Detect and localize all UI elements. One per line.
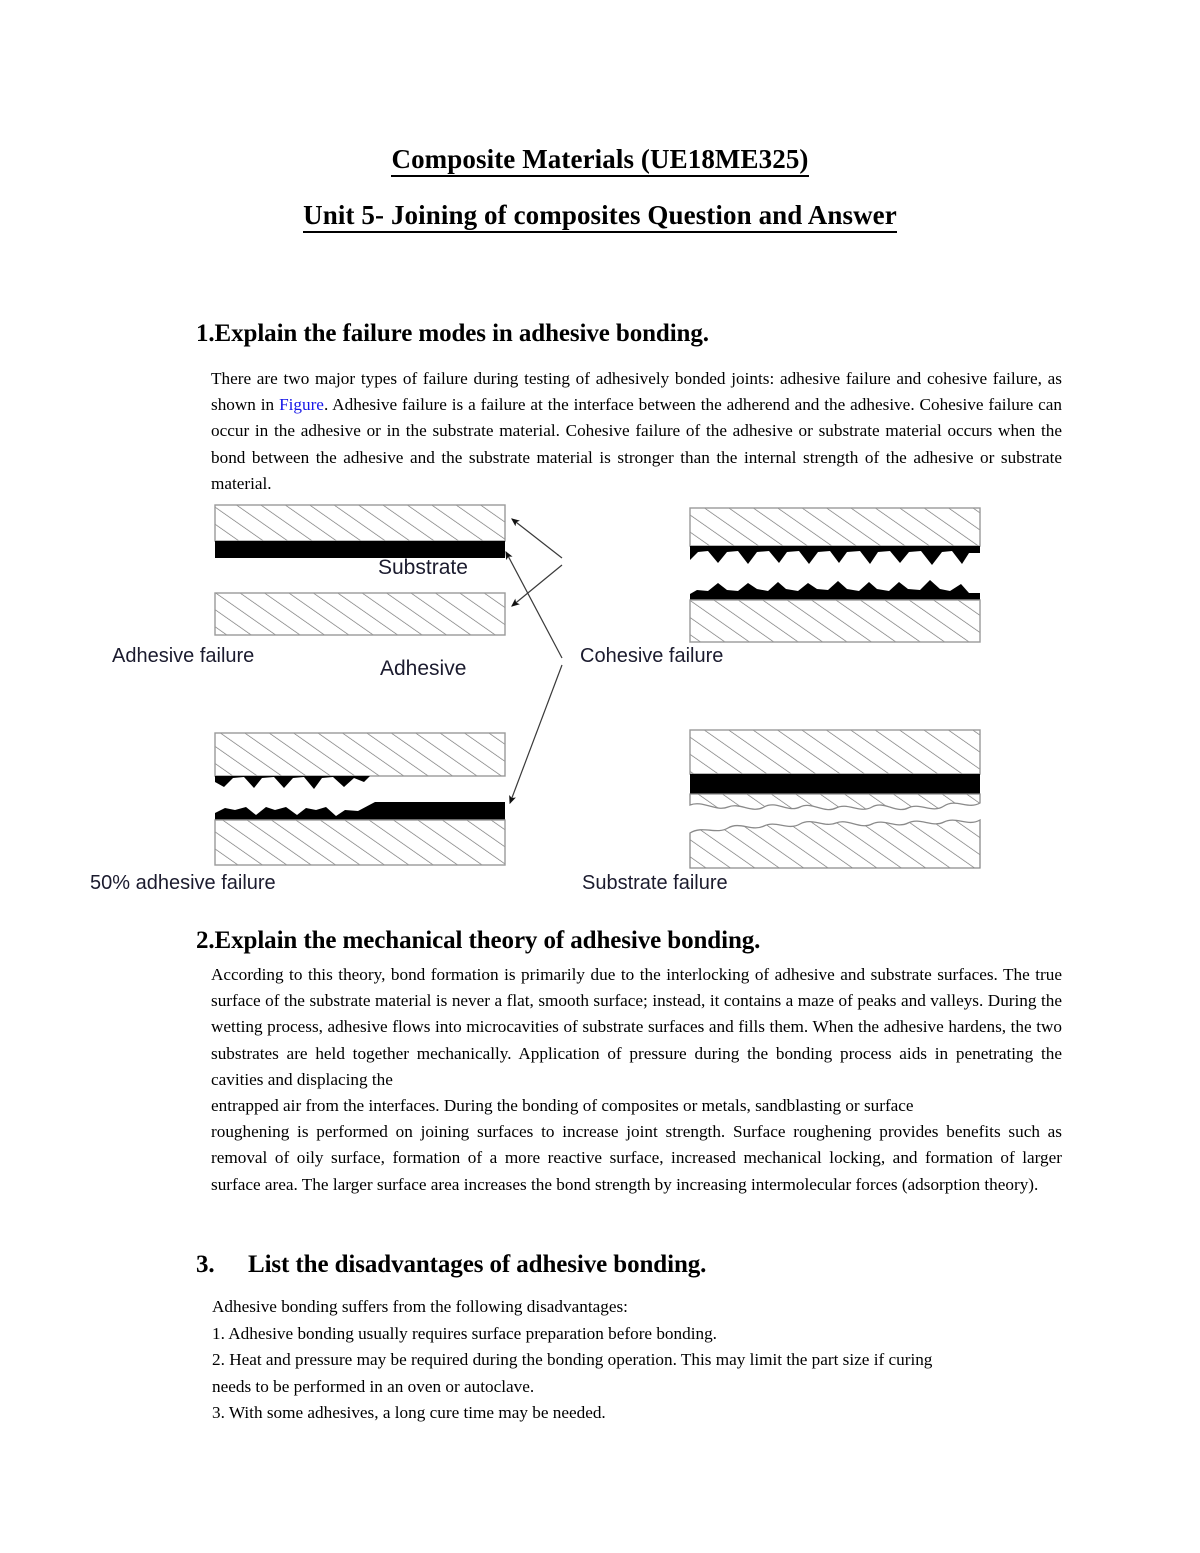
- q1-text-part-2: . Adhesive failure is a failure at the interface between the adherend and the adhesive. Cohesive failure can occur in the adhesive or in the substrate material. Cohesive failure of the adhesive or substrate material occurs when the bond between the adhesive and the substrate material is stronger than the internal strength of the adhesive or substrate material.: [211, 395, 1062, 493]
- substrate-failure-diagram: [690, 730, 980, 868]
- figure-label-adhesive: Adhesive: [380, 657, 467, 680]
- question-3-number: 3.: [196, 1251, 215, 1278]
- document-title-line-2: [150, 200, 1050, 231]
- question-3-item-2-line-2: needs to be performed in an oven or autoclave.: [212, 1376, 535, 1396]
- question-3-intro: Adhesive bonding suffers from the following disadvantages:: [212, 1297, 628, 1316]
- question-1-answer-paragraph: [211, 366, 1062, 497]
- figure-leader-lines: [506, 519, 562, 803]
- question-2-answer-paragraph: [211, 962, 1062, 1198]
- document-title-line-2-text: Unit 5- Joining of composites Question and Answer: [303, 200, 897, 233]
- question-2-heading: 2.Explain the mechanical theory of adhesive bonding.: [196, 927, 761, 954]
- document-title-line-1-text: Composite Materials (UE18ME325): [391, 144, 808, 177]
- figure-caption-adhesive-failure: Adhesive failure: [112, 645, 255, 667]
- figure-label-substrate: Substrate: [378, 556, 468, 579]
- figure-link[interactable]: Figure: [279, 395, 324, 415]
- figure-caption-cohesive-failure: Cohesive failure: [580, 645, 724, 667]
- question-3-item-3: 3. With some adhesives, a long cure time may be needed.: [212, 1403, 606, 1423]
- adhesive-bonding-failure-modes-figure: [190, 490, 1020, 910]
- question-3-item-1: 1. Adhesive bonding usually requires surface preparation before bonding.: [212, 1323, 717, 1343]
- question-3-heading-text: List the disadvantages of adhesive bonding.: [248, 1251, 707, 1278]
- question-1-heading: 1.Explain the failure modes in adhesive bonding.: [196, 320, 709, 347]
- q2-text-part-2: entrapped air from the interfaces. During the bonding of composites or metals, sandblasting or surface: [211, 1096, 914, 1116]
- question-3-heading: [196, 1250, 706, 1280]
- q1-text-part-1: There are two major types of failure during testing of adhesively bonded joints: adhesive failure and cohesive failure, as shown in: [211, 369, 1062, 415]
- figure-caption-50-percent-adhesive-failure: 50% adhesive failure: [90, 872, 276, 894]
- figure-caption-substrate-failure: Substrate failure: [582, 872, 728, 894]
- q2-text-part-1: According to this theory, bond formation is primarily due to the interlocking of adhesive and substrate surfaces. The true surface of the substrate material is never a flat, smooth surface; instead, it contains a maze of peaks and valleys. During the wetting process, adhesive flows into microcavities of substrate surfaces and fills them. When the adhesive hardens, the two substrates are held together mechanically. Application of pressure during the bonding process aids in penetrating the cavities and displacing the: [211, 965, 1062, 1089]
- cohesive-failure-diagram: [690, 508, 980, 642]
- q2-text-part-3: roughening is performed on joining surfaces to increase joint strength. Surface roughening provides benefits such as removal of oily surface, formation of a more reactive surface, increased mechanical locking, and formation of larger surface area. The larger surface area increases the bond strength by increasing intermolecular forces (adsorption theory).: [211, 1122, 1062, 1194]
- question-3-item-2-line-1: 2. Heat and pressure may be required during the bonding operation. This may limit the part size if curing: [212, 1350, 933, 1370]
- question-3-answer-list: [212, 1294, 1067, 1427]
- fifty-percent-adhesive-failure-diagram: [215, 733, 505, 865]
- document-title-line-1: [150, 144, 1050, 175]
